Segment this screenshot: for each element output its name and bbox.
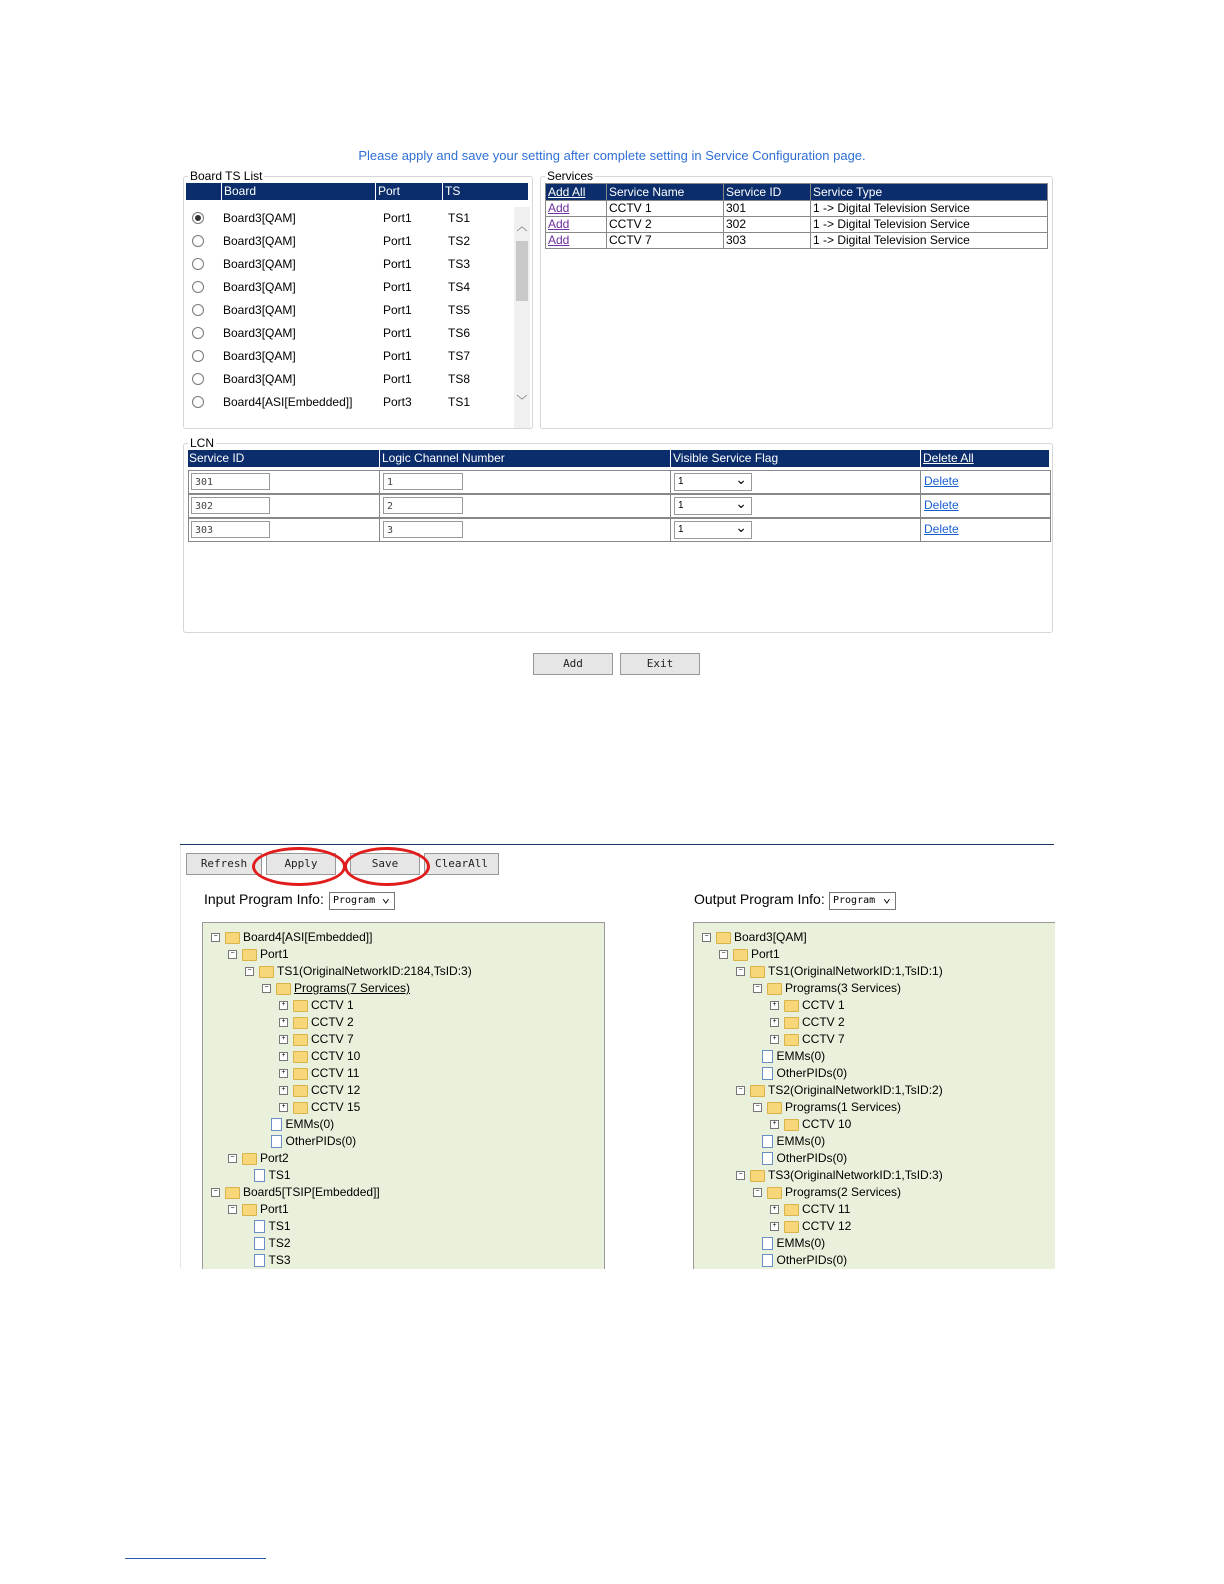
ts-row[interactable] xyxy=(186,322,512,345)
tree-node-label: Port1 xyxy=(751,947,780,961)
folder-icon xyxy=(750,1170,765,1182)
lcn-cell xyxy=(379,471,380,493)
left-border xyxy=(180,845,181,1268)
ts-row-board: Board3[QAM] xyxy=(223,257,296,271)
lcn-number-input[interactable]: 1 xyxy=(383,473,463,490)
lcn-cell xyxy=(379,495,380,517)
folder-icon xyxy=(784,1017,799,1029)
ts-row[interactable] xyxy=(186,345,512,368)
tree-node-label: TS2(OriginalNetworkID:1,TsID:2) xyxy=(768,1083,943,1097)
clear-all-button[interactable]: ClearAll xyxy=(424,853,499,875)
folder-icon xyxy=(784,1000,799,1012)
service-type: 1 -> Digital Television Service xyxy=(811,201,1048,217)
lcn-number-input[interactable]: 2 xyxy=(383,497,463,514)
lcn-row xyxy=(188,494,1051,518)
tree-node-label: Board3[QAM] xyxy=(734,930,807,944)
folder-icon xyxy=(733,949,748,961)
input-program-select[interactable]: Program ⌄ xyxy=(329,892,395,910)
delete-link[interactable]: Delete xyxy=(924,498,959,512)
tree-node-label: TS1 xyxy=(268,1219,291,1233)
ts-radio[interactable] xyxy=(192,258,204,270)
ts-radio[interactable] xyxy=(192,304,204,316)
folder-icon xyxy=(293,1034,308,1046)
tree-node-label: CCTV 2 xyxy=(311,1015,354,1029)
tree-node-label: TS3(OriginalNetworkID:1,TsID:3) xyxy=(768,1168,943,1182)
lcn-cell xyxy=(670,471,671,493)
folder-icon xyxy=(225,932,240,944)
add-service-link[interactable]: Add xyxy=(548,201,570,215)
tree-node[interactable] xyxy=(770,1201,850,1218)
tree-node[interactable] xyxy=(254,1218,291,1235)
refresh-button[interactable]: Refresh xyxy=(186,853,262,875)
tree-node[interactable] xyxy=(736,1082,943,1099)
board-ts-list-rows xyxy=(186,207,512,427)
tree-node-label: TS3 xyxy=(268,1253,291,1267)
tree-node-label: TS1 xyxy=(268,1168,291,1182)
tree-node[interactable] xyxy=(279,1048,360,1065)
expand-icon[interactable]: + xyxy=(279,1103,288,1112)
col-visible-flag: Visible Service Flag xyxy=(670,450,778,467)
lcn-cell xyxy=(670,519,671,541)
tree-node[interactable] xyxy=(279,1065,359,1082)
tree-node[interactable] xyxy=(702,929,807,946)
folder-icon xyxy=(276,983,291,995)
input-program-tree xyxy=(202,922,605,1269)
service-name: CCTV 2 xyxy=(607,217,724,233)
expand-icon[interactable]: + xyxy=(770,1001,779,1010)
collapse-icon[interactable]: − xyxy=(211,1188,220,1197)
file-icon xyxy=(254,1220,265,1233)
file-icon xyxy=(254,1254,265,1267)
footnote-rule xyxy=(125,1558,266,1559)
file-icon xyxy=(762,1152,773,1165)
lcn-service-id-input[interactable]: 301 xyxy=(191,473,270,490)
notice-text: Please apply and save your setting after complete setting in Service Configuration page. xyxy=(358,148,866,163)
ts-row-ts: TS4 xyxy=(448,280,471,294)
ts-row[interactable] xyxy=(186,299,512,322)
visible-flag-select[interactable]: 1 ⌄ xyxy=(674,497,752,515)
ts-radio[interactable] xyxy=(192,235,204,247)
ts-row[interactable] xyxy=(186,276,512,299)
tree-node-label: EMMs(0) xyxy=(776,1049,826,1063)
collapse-icon[interactable]: − xyxy=(753,1103,762,1112)
tree-node[interactable] xyxy=(279,1014,354,1031)
col-ts: TS xyxy=(442,183,460,200)
services-header-row xyxy=(546,184,1048,201)
tree-node[interactable] xyxy=(770,1218,851,1235)
tree-node-label: CCTV 15 xyxy=(311,1100,361,1114)
folder-icon xyxy=(767,983,782,995)
ts-row-ts: TS7 xyxy=(448,349,471,363)
tree-node[interactable] xyxy=(254,1235,291,1252)
tree-node-label: Programs(1 Services) xyxy=(785,1100,902,1114)
ts-row[interactable] xyxy=(186,207,512,230)
collapse-icon[interactable]: − xyxy=(719,950,728,959)
board-ts-list-panel xyxy=(183,169,533,429)
service-name: CCTV 7 xyxy=(607,233,724,249)
folder-icon xyxy=(784,1119,799,1131)
tree-node-label: TS2 xyxy=(268,1236,291,1250)
expand-icon[interactable]: + xyxy=(770,1018,779,1027)
services-table xyxy=(545,183,1048,249)
folder-icon xyxy=(750,966,765,978)
service-id: 302 xyxy=(724,217,811,233)
ts-row-port: Port1 xyxy=(383,280,412,294)
expand-icon[interactable]: + xyxy=(279,1018,288,1027)
tree-node-label: TS1(OriginalNetworkID:2184,TsID:3) xyxy=(277,964,472,978)
tree-node-label: CCTV 11 xyxy=(802,1202,851,1216)
ts-row-port: Port1 xyxy=(383,349,412,363)
services-legend: Services xyxy=(547,169,594,183)
tree-node[interactable] xyxy=(770,1116,851,1133)
board-ts-list-header xyxy=(186,183,528,200)
tree-node-label: Programs(2 Services) xyxy=(785,1185,902,1199)
folder-icon xyxy=(293,1085,308,1097)
folder-icon xyxy=(293,1068,308,1080)
tree-node[interactable] xyxy=(762,1065,848,1082)
ts-radio[interactable] xyxy=(192,350,204,362)
delete-all-link[interactable]: Delete All xyxy=(920,450,974,467)
service-row xyxy=(546,201,1048,217)
col-service-type: Service Type xyxy=(811,184,1048,201)
tree-node[interactable] xyxy=(254,1167,291,1184)
tree-node-label: CCTV 11 xyxy=(311,1066,360,1080)
lcn-header xyxy=(188,450,1049,467)
ts-row-ts: TS5 xyxy=(448,303,471,317)
ts-row-port: Port1 xyxy=(383,372,412,386)
collapse-icon[interactable]: − xyxy=(228,1154,237,1163)
service-row xyxy=(546,233,1048,249)
ts-row-ts: TS1 xyxy=(448,211,471,225)
service-row xyxy=(546,217,1048,233)
tree-node-label: OtherPIDs(0) xyxy=(285,1134,357,1148)
ts-radio[interactable] xyxy=(192,373,204,385)
scroll-up-icon[interactable]: ︿ xyxy=(516,221,528,233)
ts-row-port: Port1 xyxy=(383,211,412,225)
ts-row-ts: TS6 xyxy=(448,326,471,340)
tree-node[interactable] xyxy=(719,946,780,963)
output-program-tree xyxy=(693,922,1055,1269)
col-board: Board xyxy=(221,183,256,200)
tree-node[interactable] xyxy=(770,997,845,1014)
lcn-row xyxy=(188,470,1051,494)
col-service-name: Service Name xyxy=(607,184,724,201)
tree-node-label: Board4[ASI[Embedded]] xyxy=(243,930,373,944)
expand-icon[interactable]: + xyxy=(279,1001,288,1010)
tree-node[interactable] xyxy=(262,980,410,997)
tree-node[interactable] xyxy=(762,1235,826,1252)
output-info-label: Output Program Info: xyxy=(694,891,825,907)
lcn-cell xyxy=(920,495,921,517)
ts-row-board: Board3[QAM] xyxy=(223,372,296,386)
folder-icon xyxy=(767,1187,782,1199)
collapse-icon[interactable]: − xyxy=(262,984,271,993)
save-highlight-ring xyxy=(344,847,430,886)
collapse-icon[interactable]: − xyxy=(245,967,254,976)
ts-row-board: Board3[QAM] xyxy=(223,280,296,294)
tree-node[interactable] xyxy=(753,980,901,997)
save-button[interactable]: Save xyxy=(350,853,420,875)
tree-node[interactable] xyxy=(762,1048,826,1065)
tree-node-label: CCTV 10 xyxy=(311,1049,361,1063)
lcn-panel xyxy=(183,436,1053,633)
ts-row-board: Board3[QAM] xyxy=(223,349,296,363)
tree-node-label: TS1(OriginalNetworkID:1,TsID:1) xyxy=(768,964,943,978)
expand-icon[interactable]: + xyxy=(279,1086,288,1095)
tree-node[interactable] xyxy=(770,1031,845,1048)
file-icon xyxy=(762,1237,773,1250)
tree-node-label: EMMs(0) xyxy=(776,1236,826,1250)
tree-node-label: Port1 xyxy=(260,947,289,961)
ts-row-board: Board3[QAM] xyxy=(223,326,296,340)
tree-node-label: Programs(3 Services) xyxy=(785,981,902,995)
ts-row-ts: TS1 xyxy=(448,395,471,409)
file-icon xyxy=(762,1050,773,1063)
expand-icon[interactable]: + xyxy=(279,1035,288,1044)
folder-icon xyxy=(293,1000,308,1012)
service-type: 1 -> Digital Television Service xyxy=(811,217,1048,233)
tree-node[interactable] xyxy=(228,1201,289,1218)
tree-node[interactable] xyxy=(762,1252,848,1269)
folder-icon xyxy=(225,1187,240,1199)
ts-row-board: Board3[QAM] xyxy=(223,303,296,317)
tree-node[interactable] xyxy=(762,1133,826,1150)
tree-node-label: CCTV 1 xyxy=(802,998,845,1012)
output-program-select[interactable]: Program ⌄ xyxy=(829,892,896,910)
collapse-icon[interactable]: − xyxy=(736,1086,745,1095)
tree-node-label: Port2 xyxy=(260,1151,289,1165)
tree-node[interactable] xyxy=(753,1099,901,1116)
folder-icon xyxy=(784,1204,799,1216)
ts-row-port: Port3 xyxy=(383,395,412,409)
file-icon xyxy=(762,1067,773,1080)
lcn-cell xyxy=(670,495,671,517)
ts-radio[interactable] xyxy=(192,281,204,293)
tree-node[interactable] xyxy=(228,1150,289,1167)
file-icon xyxy=(271,1118,282,1131)
ts-row-port: Port1 xyxy=(383,303,412,317)
top-divider xyxy=(180,844,1054,845)
lcn-cell xyxy=(379,519,380,541)
folder-icon xyxy=(242,949,257,961)
tree-node[interactable] xyxy=(279,1031,354,1048)
tree-node[interactable] xyxy=(211,1184,380,1201)
tree-node[interactable] xyxy=(228,946,289,963)
collapse-icon[interactable]: − xyxy=(702,933,711,942)
col-service-id: Service ID xyxy=(724,184,811,201)
folder-icon xyxy=(242,1153,257,1165)
tree-node[interactable] xyxy=(271,1133,357,1150)
service-name: CCTV 1 xyxy=(607,201,724,217)
input-info-label: Input Program Info: xyxy=(204,891,324,907)
tree-node[interactable] xyxy=(271,1116,335,1133)
tree-node[interactable] xyxy=(279,1099,360,1116)
tree-node-label: EMMs(0) xyxy=(285,1117,335,1131)
folder-icon xyxy=(784,1221,799,1233)
tree-node[interactable] xyxy=(279,1082,360,1099)
add-all-link[interactable]: Add All xyxy=(548,184,586,199)
collapse-icon[interactable]: − xyxy=(211,933,220,942)
tree-node[interactable] xyxy=(753,1184,901,1201)
ts-row[interactable] xyxy=(186,230,512,253)
ts-row-ts: TS2 xyxy=(448,234,471,248)
expand-icon[interactable]: + xyxy=(770,1120,779,1129)
ts-row-port: Port1 xyxy=(383,326,412,340)
tree-node[interactable] xyxy=(736,963,943,980)
add-service-link[interactable]: Add xyxy=(548,217,570,231)
ts-radio[interactable] xyxy=(192,327,204,339)
file-icon xyxy=(271,1135,282,1148)
ts-row-board: Board3[QAM] xyxy=(223,211,296,225)
lcn-row xyxy=(188,518,1051,542)
add-button[interactable]: Add xyxy=(533,653,613,675)
ts-row-ts: TS3 xyxy=(448,257,471,271)
file-icon xyxy=(254,1237,265,1250)
lcn-service-id-input[interactable]: 303 xyxy=(191,521,270,538)
lcn-cell xyxy=(920,471,921,493)
file-icon xyxy=(254,1169,265,1182)
tree-node-label: CCTV 7 xyxy=(311,1032,354,1046)
lcn-number-input[interactable]: 3 xyxy=(383,521,463,538)
tree-node-label: CCTV 7 xyxy=(802,1032,845,1046)
visible-flag-select[interactable]: 1 ⌄ xyxy=(674,521,752,539)
apply-highlight-ring xyxy=(252,847,346,886)
tree-node[interactable] xyxy=(245,963,472,980)
ts-radio[interactable] xyxy=(192,212,204,224)
service-id: 303 xyxy=(724,233,811,249)
collapse-icon[interactable]: − xyxy=(736,967,745,976)
tree-node[interactable] xyxy=(279,997,354,1014)
tree-node[interactable] xyxy=(762,1150,848,1167)
ts-row-board: Board3[QAM] xyxy=(223,234,296,248)
folder-icon xyxy=(750,1085,765,1097)
tree-node-label: CCTV 12 xyxy=(311,1083,361,1097)
folder-icon xyxy=(293,1102,308,1114)
tree-node-label: OtherPIDs(0) xyxy=(776,1151,848,1165)
lcn-cell xyxy=(920,519,921,541)
tree-node-label: Programs(7 Services) xyxy=(294,981,411,995)
lcn-service-id-input[interactable]: 302 xyxy=(191,497,270,514)
folder-icon xyxy=(259,966,274,978)
scroll-down-icon[interactable]: ﹀ xyxy=(516,395,528,407)
exit-button[interactable]: Exit xyxy=(620,653,700,675)
expand-icon[interactable]: + xyxy=(770,1205,779,1214)
ts-row-port: Port1 xyxy=(383,234,412,248)
collapse-icon[interactable]: − xyxy=(228,1205,237,1214)
tree-node-label: CCTV 2 xyxy=(802,1015,845,1029)
folder-icon xyxy=(767,1102,782,1114)
ts-row[interactable] xyxy=(186,391,512,414)
file-icon xyxy=(762,1254,773,1267)
ts-row-port: Port1 xyxy=(383,257,412,271)
folder-icon xyxy=(293,1017,308,1029)
expand-icon[interactable]: + xyxy=(279,1069,288,1078)
col-lcn-service-id: Service ID xyxy=(189,451,245,465)
lcn-legend: LCN xyxy=(190,436,215,450)
tree-node[interactable] xyxy=(736,1167,943,1184)
expand-icon[interactable]: + xyxy=(770,1222,779,1231)
folder-icon xyxy=(716,932,731,944)
tree-node-label: CCTV 10 xyxy=(802,1117,852,1131)
tree-node-label: Board5[TSIP[Embedded]] xyxy=(243,1185,380,1199)
tree-node-label: CCTV 1 xyxy=(311,998,354,1012)
ts-row-ts: TS8 xyxy=(448,372,471,386)
add-service-link[interactable]: Add xyxy=(548,233,570,247)
collapse-icon[interactable]: − xyxy=(228,950,237,959)
tree-node-label: OtherPIDs(0) xyxy=(776,1253,848,1267)
file-icon xyxy=(762,1135,773,1148)
folder-icon xyxy=(784,1034,799,1046)
ts-row[interactable] xyxy=(186,253,512,276)
scroll-thumb[interactable] xyxy=(516,241,528,301)
folder-icon xyxy=(242,1204,257,1216)
tree-node[interactable] xyxy=(770,1014,845,1031)
tree-node-label: OtherPIDs(0) xyxy=(776,1066,848,1080)
service-type: 1 -> Digital Television Service xyxy=(811,233,1048,249)
tree-node-label: EMMs(0) xyxy=(776,1134,826,1148)
col-port: Port xyxy=(375,183,400,200)
ts-radio[interactable] xyxy=(192,396,204,408)
service-id: 301 xyxy=(724,201,811,217)
visible-flag-select[interactable]: 1 ⌄ xyxy=(674,473,752,491)
board-ts-list-legend: Board TS List xyxy=(190,169,263,183)
folder-icon xyxy=(293,1051,308,1063)
services-panel xyxy=(540,169,1053,429)
board-ts-scrollbar[interactable] xyxy=(514,207,530,428)
delete-link[interactable]: Delete xyxy=(924,474,959,488)
col-lcn-number: Logic Channel Number xyxy=(379,450,505,467)
delete-link[interactable]: Delete xyxy=(924,522,959,536)
tree-node[interactable] xyxy=(254,1252,291,1269)
collapse-icon[interactable]: − xyxy=(753,1188,762,1197)
collapse-icon[interactable]: − xyxy=(736,1171,745,1180)
expand-icon[interactable]: + xyxy=(279,1052,288,1061)
apply-button[interactable]: Apply xyxy=(266,853,336,875)
tree-node-label: CCTV 12 xyxy=(802,1219,852,1233)
tree-node[interactable] xyxy=(211,929,372,946)
ts-row[interactable] xyxy=(186,368,512,391)
collapse-icon[interactable]: − xyxy=(753,984,762,993)
tree-node-label: Port1 xyxy=(260,1202,289,1216)
expand-icon[interactable]: + xyxy=(770,1035,779,1044)
ts-row-board: Board4[ASI[Embedded]] xyxy=(223,395,353,409)
